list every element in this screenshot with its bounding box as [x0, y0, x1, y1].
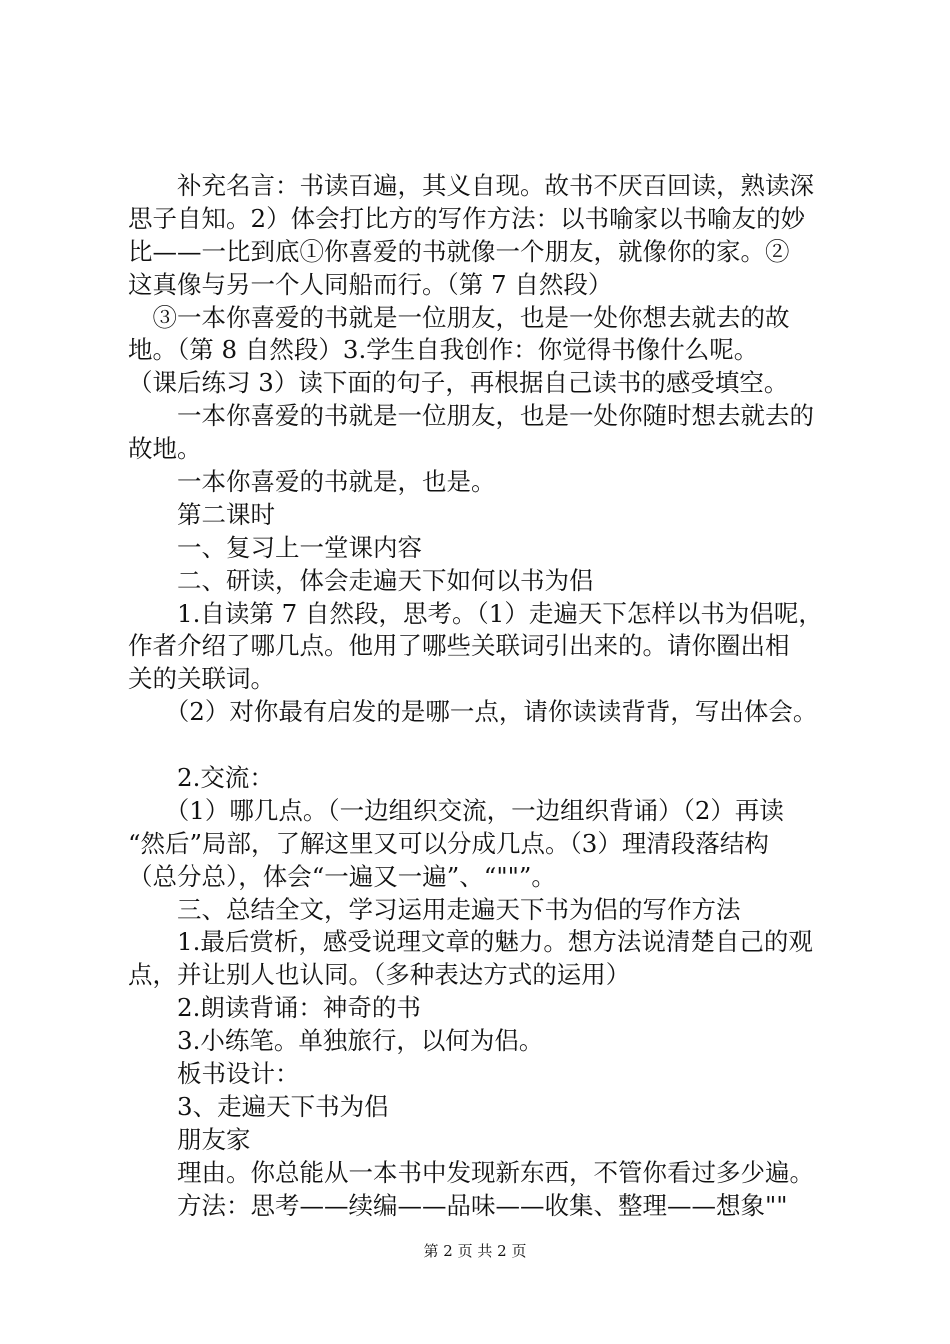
text-line: 3.小练笔。单独旅行，以何为侣。	[128, 1026, 544, 1056]
text-line: 补充名言：书读百遍，其义自现。故书不厌百回读，熟读深	[128, 171, 814, 200]
text-line: （1）哪几点。（一边组织交流，一边组织背诵）（2）再读	[128, 795, 784, 825]
text-line: 一本你喜爱的书就是一位朋友，也是一处你随时想去就去的	[128, 401, 814, 431]
document-body	[128, 170, 848, 1223]
text-line: ③一本你喜爱的书就是一位朋友，也是一处你想去就去的故	[128, 302, 790, 332]
text-line: 2.朗读背诵：神奇的书	[128, 993, 421, 1023]
text-line: 这真像与另一个人同船而行。（第 7 自然段）	[128, 269, 613, 299]
text-line: 板书设计：	[128, 1059, 300, 1089]
text-line: （2）对你最有启发的是哪一点，请你读读背背，写出体会。	[128, 697, 818, 727]
blank-line	[128, 729, 848, 762]
text-line: 作者介绍了哪几点。他用了哪些关联词引出来的。请你圈出相	[128, 631, 790, 661]
text-line: 朋友家	[128, 1124, 251, 1154]
text-line: （课后练习 3）读下面的句子，再根据自己读书的感受填空。	[128, 368, 789, 398]
text-line: 理由。你总能从一本书中发现新东西，不管你看过多少遍。	[128, 1157, 814, 1187]
text-line: 二、研读，体会走遍天下如何以书为侣	[128, 565, 594, 595]
text-line: 故地。	[128, 434, 202, 464]
text-line: 点，并让别人也认同。（多种表达方式的运用）	[128, 960, 631, 990]
text-line: 关的关联词。	[128, 664, 275, 694]
section-heading: 第二课时	[128, 499, 275, 529]
text-line: 三、总结全文，学习运用走遍天下书为侣的写作方法	[128, 894, 741, 924]
text-line: “然后”局部，了解这里又可以分成几点。（3）理清段落结构	[128, 828, 769, 858]
text-line: 一、复习上一堂课内容	[128, 532, 422, 562]
text-line: 3、走遍天下书为侣	[128, 1091, 389, 1121]
text-line: 1.最后赏析，感受说理文章的魅力。想方法说清楚自己的观	[128, 927, 813, 957]
text-line: 地。（第 8 自然段）3.学生自我创作：你觉得书像什么呢。	[128, 335, 759, 365]
text-line: 一本你喜爱的书就是，也是。	[128, 467, 496, 497]
text-line: 2.交流：	[128, 763, 274, 793]
text-line: 比——一比到底①你喜爱的书就像一个朋友，就像你的家。②	[128, 236, 790, 266]
text-line: 1.自读第 7 自然段，思考。（1）走遍天下怎样以书为侣呢，	[128, 598, 823, 628]
text-line: （总分总），体会“一遍又一遍”、“""”。	[128, 861, 556, 891]
page-number-footer: 第 2 页 共 2 页	[423, 1242, 527, 1260]
text-line: 思子自知。2）体会打比方的写作方法：以书喻家以书喻友的妙	[128, 203, 806, 233]
text-line: 方法：思考——续编——品味——收集、整理——想象""	[128, 1190, 788, 1220]
